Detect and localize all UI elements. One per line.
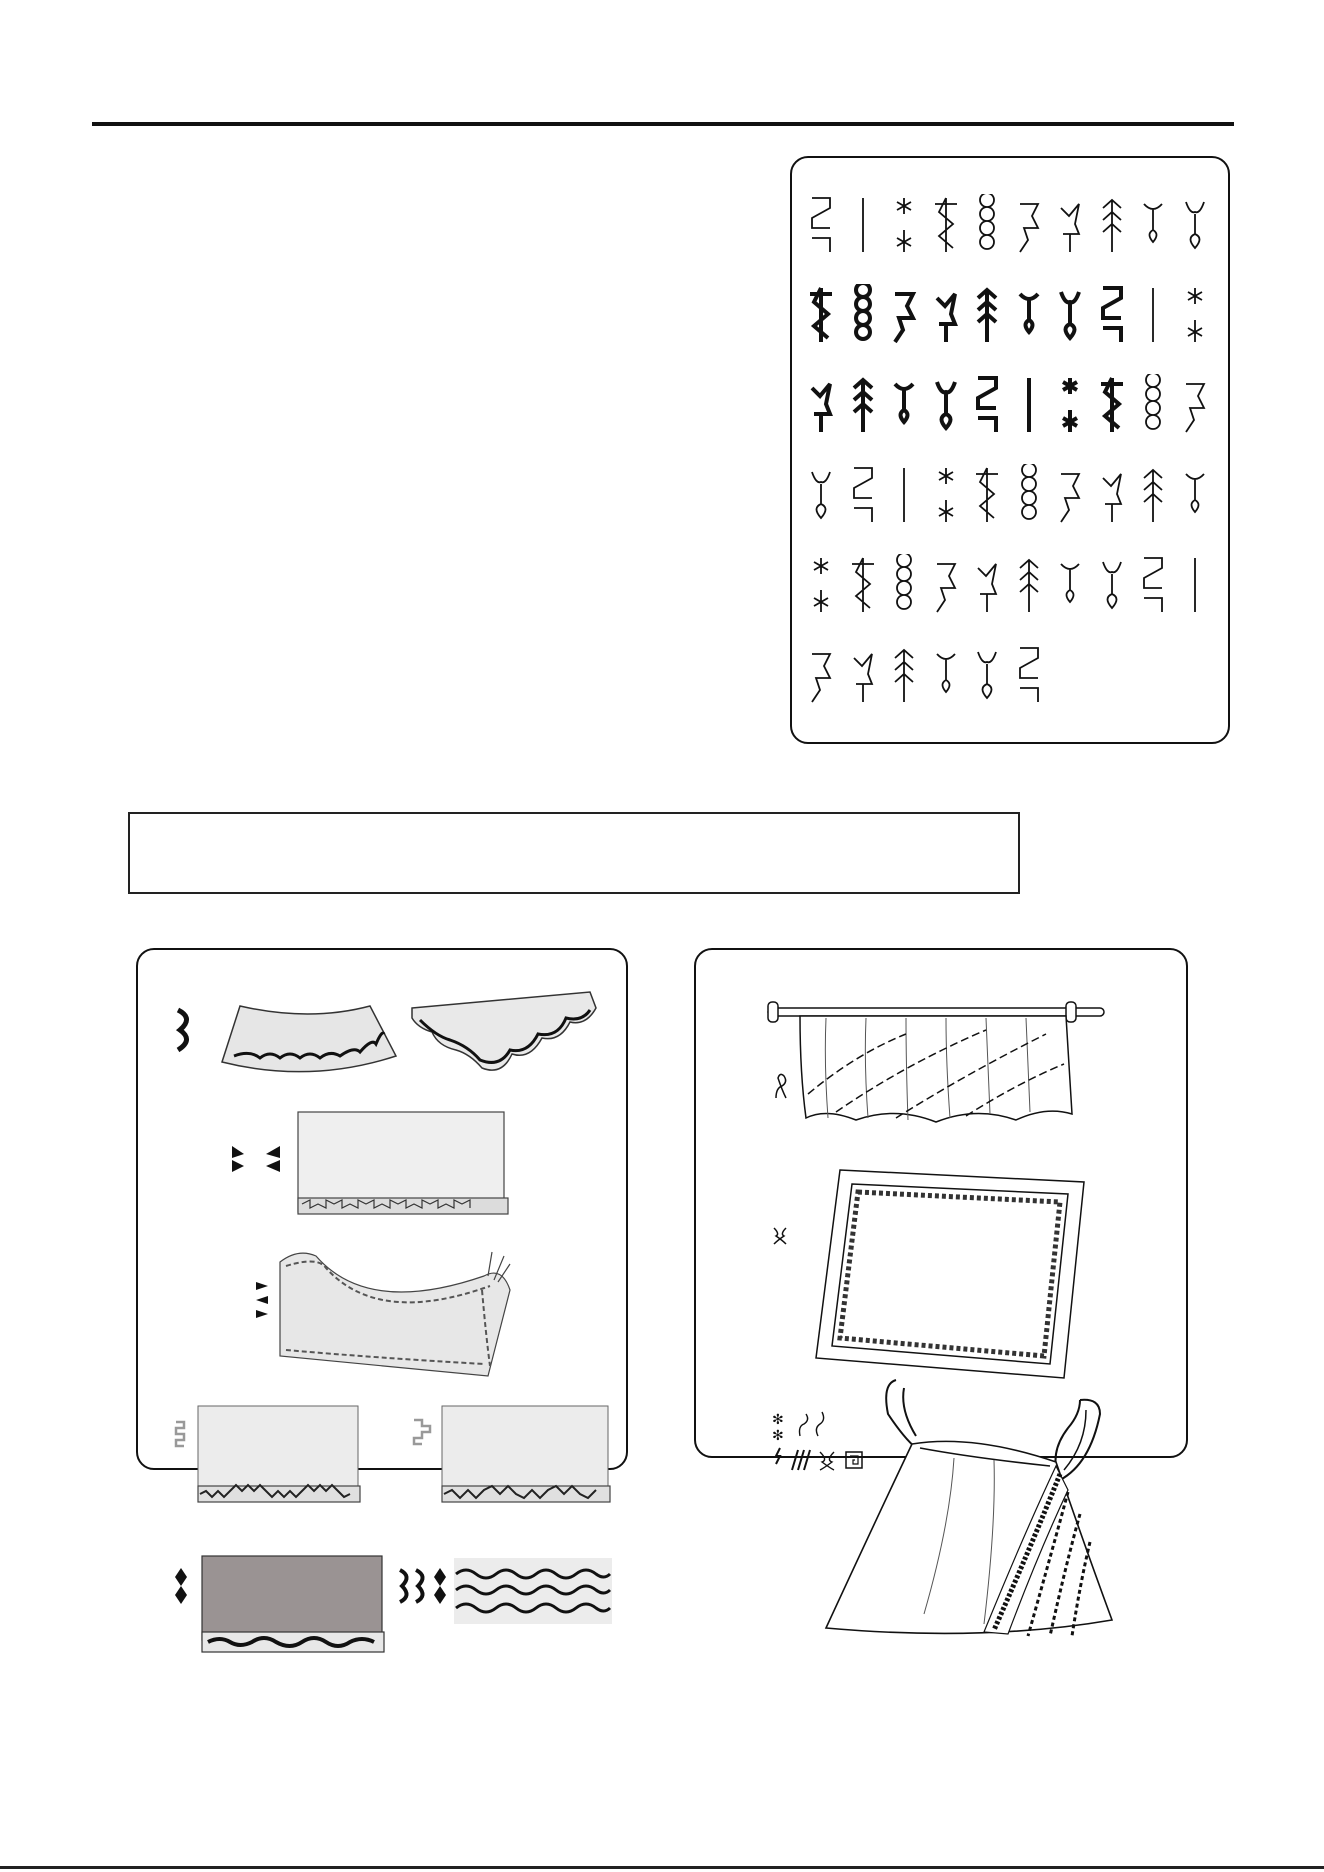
zigzag-stitch-icon-2 xyxy=(412,1418,436,1452)
scallop-stitch-icon xyxy=(174,1008,198,1052)
stitch-pattern-icon xyxy=(1055,284,1085,346)
stitch-pattern-icon xyxy=(848,194,878,256)
bordered-tablecloth-illustration xyxy=(814,1164,1088,1384)
svg-text:✻: ✻ xyxy=(772,1412,784,1428)
stitch-pattern-icon xyxy=(848,644,878,706)
stitch-pattern-icon xyxy=(1180,554,1210,616)
stitch-pattern-icon xyxy=(1097,554,1127,616)
stitch-pattern-icon xyxy=(1180,374,1210,436)
zigzag-stitch-icon xyxy=(174,1420,190,1456)
curtain-valance-illustration xyxy=(766,994,1106,1126)
stitch-pattern-chart xyxy=(790,156,1230,744)
stitch-pattern-icon xyxy=(972,644,1002,706)
stitch-pattern-icon xyxy=(848,554,878,616)
stitch-pattern-icon xyxy=(1180,464,1210,526)
stitch-pattern-icon xyxy=(972,554,1002,616)
stitch-pattern-icon xyxy=(931,284,961,346)
stitch-pattern-icon xyxy=(889,464,919,526)
stitch-pattern-icon xyxy=(931,374,961,436)
stitch-pattern-icon xyxy=(1180,194,1210,256)
decorative-stitch-applications-panel xyxy=(136,948,628,1470)
pointed-stitch-icon xyxy=(254,1280,270,1322)
hem-with-zigzag-border-illustration-1 xyxy=(196,1404,360,1508)
stitch-pattern-icon xyxy=(1014,194,1044,256)
satin-diamond-stitch-icon xyxy=(174,1568,188,1604)
header-rule xyxy=(92,122,1234,126)
stitch-pattern-icon xyxy=(931,644,961,706)
stitch-pattern-icon xyxy=(1014,374,1044,436)
stitch-pattern-icon xyxy=(889,374,919,436)
border-stitch-icon xyxy=(772,1226,788,1246)
stitch-pattern-icon xyxy=(931,464,961,526)
stitch-pattern-icon xyxy=(889,644,919,706)
satin-wave-border-sample-illustration xyxy=(454,1558,612,1624)
stitch-pattern-icon xyxy=(972,374,1002,436)
stitch-pattern-icon xyxy=(806,554,836,616)
stitch-pattern-icon xyxy=(848,374,878,436)
stitch-pattern-icon xyxy=(1097,284,1127,346)
stitch-pattern-icon xyxy=(1014,284,1044,346)
stitch-pattern-icon xyxy=(806,464,836,526)
stitch-pattern-icon xyxy=(1138,284,1168,346)
stitch-pattern-icon xyxy=(931,194,961,256)
stitch-pattern-icon xyxy=(848,464,878,526)
stitch-pattern-icon xyxy=(1097,464,1127,526)
stitch-pattern-icon xyxy=(889,194,919,256)
home-decor-applications-panel xyxy=(694,948,1188,1458)
stitch-pattern-icon xyxy=(931,554,961,616)
stitch-pattern-icon xyxy=(806,374,836,436)
scallop-and-satin-stitch-icons xyxy=(396,1568,452,1604)
stitch-pattern-icon xyxy=(972,194,1002,256)
stitch-pattern-icon xyxy=(1055,374,1085,436)
stitch-pattern-icon xyxy=(1097,374,1127,436)
stitch-pattern-icon xyxy=(1097,194,1127,256)
stitch-pattern-icon xyxy=(1055,554,1085,616)
stitch-pattern-icon xyxy=(972,464,1002,526)
stitch-pattern-icon xyxy=(1138,374,1168,436)
triangle-stitch-icon xyxy=(230,1144,282,1174)
svg-text:✻: ✻ xyxy=(772,1428,784,1444)
neckline-with-border-illustration xyxy=(278,1246,518,1378)
stitch-pattern-icon xyxy=(1138,464,1168,526)
stitch-pattern-icon xyxy=(806,644,836,706)
stitch-pattern-icon xyxy=(1055,194,1085,256)
note-box xyxy=(128,812,1020,894)
drawstring-bag-illustration xyxy=(824,1374,1116,1646)
stitch-pattern-icon xyxy=(889,284,919,346)
stitch-pattern-icon xyxy=(972,284,1002,346)
stitch-pattern-icon xyxy=(889,554,919,616)
stitch-pattern-icon xyxy=(1138,194,1168,256)
hem-with-triangle-border-illustration xyxy=(296,1110,510,1222)
stitch-pattern-icon xyxy=(1180,284,1210,346)
stitch-pattern-icon xyxy=(1138,554,1168,616)
stitch-pattern-icon xyxy=(1014,464,1044,526)
stitch-pattern-icon xyxy=(848,284,878,346)
scalloped-collar-outline-illustration xyxy=(410,988,610,1084)
stitch-pattern-icon xyxy=(1014,644,1044,706)
scalloped-collar-illustration xyxy=(220,1000,400,1080)
stitch-pattern-icon xyxy=(806,284,836,346)
dark-fabric-with-satin-border-illustration xyxy=(200,1554,386,1658)
footer-rule xyxy=(0,1866,1324,1869)
stitch-pattern-icon xyxy=(1055,464,1085,526)
stitch-pattern-icon xyxy=(1014,554,1044,616)
hem-with-zigzag-border-illustration-2 xyxy=(440,1404,612,1508)
stitch-pattern-icon xyxy=(806,194,836,256)
